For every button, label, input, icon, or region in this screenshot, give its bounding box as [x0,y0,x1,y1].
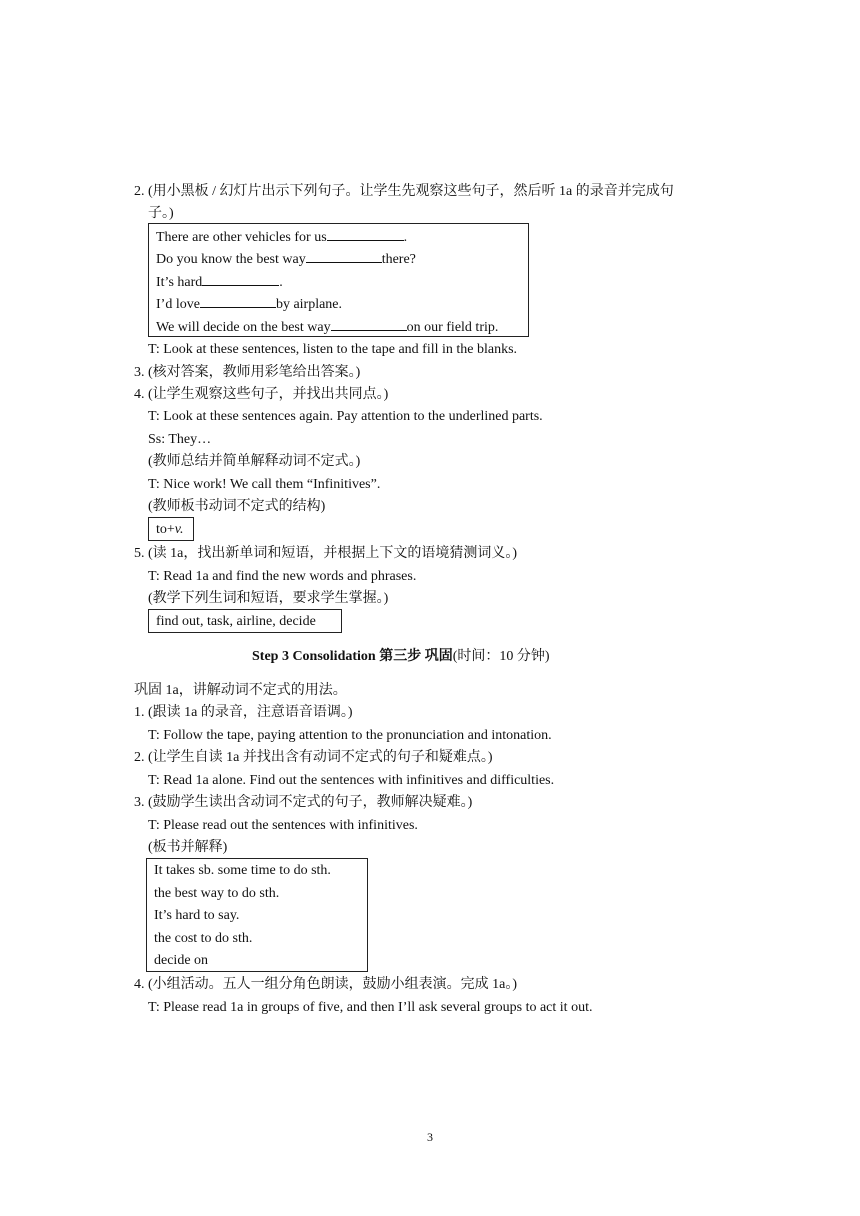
teacher-line: T: Please read out the sentences with infinitives. [148,818,418,833]
phrase-row: It takes sb. some time to do sth. [154,863,331,878]
teacher-line: T: Read 1a alone. Find out the sentences with infinitives and difficulties. [148,773,555,788]
sentence-row: There are other vehicles for us . [156,230,408,245]
sentence-row: It’s hard . [156,275,283,290]
teacher-line: T: Nice work! We call them “Infinitives”. [148,477,381,492]
teacher-line: T: Please read 1a in groups of five, and then I’ll ask several groups to act it out. [148,1000,593,1015]
vocabulary-box [148,609,342,633]
item-4-instruction: 4. (让学生观察这些句子，并找出共同点。) [134,387,389,402]
teacher-line: T: Look at these sentences again. Pay attention to the underlined parts. [148,409,543,424]
sentence-row: I’d love by airplane. [156,297,343,312]
phrase-row: decide on [154,953,209,968]
sentence-row: We will decide on the best way on our field trip. [156,320,499,335]
item-3-instruction: 3. (核对答案，教师用彩笔给出答案。) [134,365,361,380]
item-2-instruction: 2. (用小黑板 / 幻灯片出示下列句子。让学生先观察这些句子，然后听 1a 的录音并完成句 [134,184,674,199]
phrase-row: the best way to do sth. [154,886,280,901]
step-3-heading: Step 3 Consolidation 第三步 巩固(时间：10 分钟) [252,649,550,664]
teaching-note: (板书并解释) [148,840,228,855]
consolidation-item-2: 2. (让学生自读 1a 并找出含有动词不定式的句子和疑难点。) [134,750,493,765]
consolidation-intro: 巩固 1a，讲解动词不定式的用法。 [134,683,347,698]
structure-formula: to+v. [156,522,184,537]
teaching-note: (教师板书动词不定式的结构) [148,499,326,514]
teacher-line: T: Follow the tape, paying attention to the pronunciation and intonation. [148,728,552,743]
answer-blank [202,273,279,286]
answer-blank [200,295,276,308]
consolidation-item-1: 1. (跟读 1a 的录音，注意语音语调。) [134,705,353,720]
consolidation-item-4: 4. (小组活动。五人一组分角色朗读，鼓励小组表演。完成 1a。) [134,977,518,992]
item-5-instruction: 5. (读 1a，找出新单词和短语，并根据上下文的语境猜测词义。) [134,546,518,561]
sentence-row: Do you know the best way there? [156,252,416,267]
page-number: 3 [427,1130,433,1144]
teacher-line: T: Read 1a and find the new words and phrases. [148,569,417,584]
answer-blank [306,250,382,263]
answer-blank [327,228,404,241]
board-writing-box [146,858,368,972]
teaching-note: (教学下列生词和短语，要求学生掌握。) [148,591,389,606]
item-2-instruction-cont: 子。) [148,206,174,221]
vocabulary-list: find out, task, airline, decide [156,614,316,629]
structure-box [148,517,194,541]
consolidation-item-3: 3. (鼓励学生读出含动词不定式的句子，教师解决疑难。) [134,795,473,810]
fill-in-sentences-box [148,223,529,337]
phrase-row: It’s hard to say. [154,908,240,923]
teacher-line: T: Look at these sentences, listen to the tape and fill in the blanks. [148,342,518,357]
students-line: Ss: They… [148,432,212,447]
teaching-note: (教师总结并简单解释动词不定式。) [148,454,361,469]
phrase-row: the cost to do sth. [154,931,253,946]
answer-blank [331,318,407,331]
